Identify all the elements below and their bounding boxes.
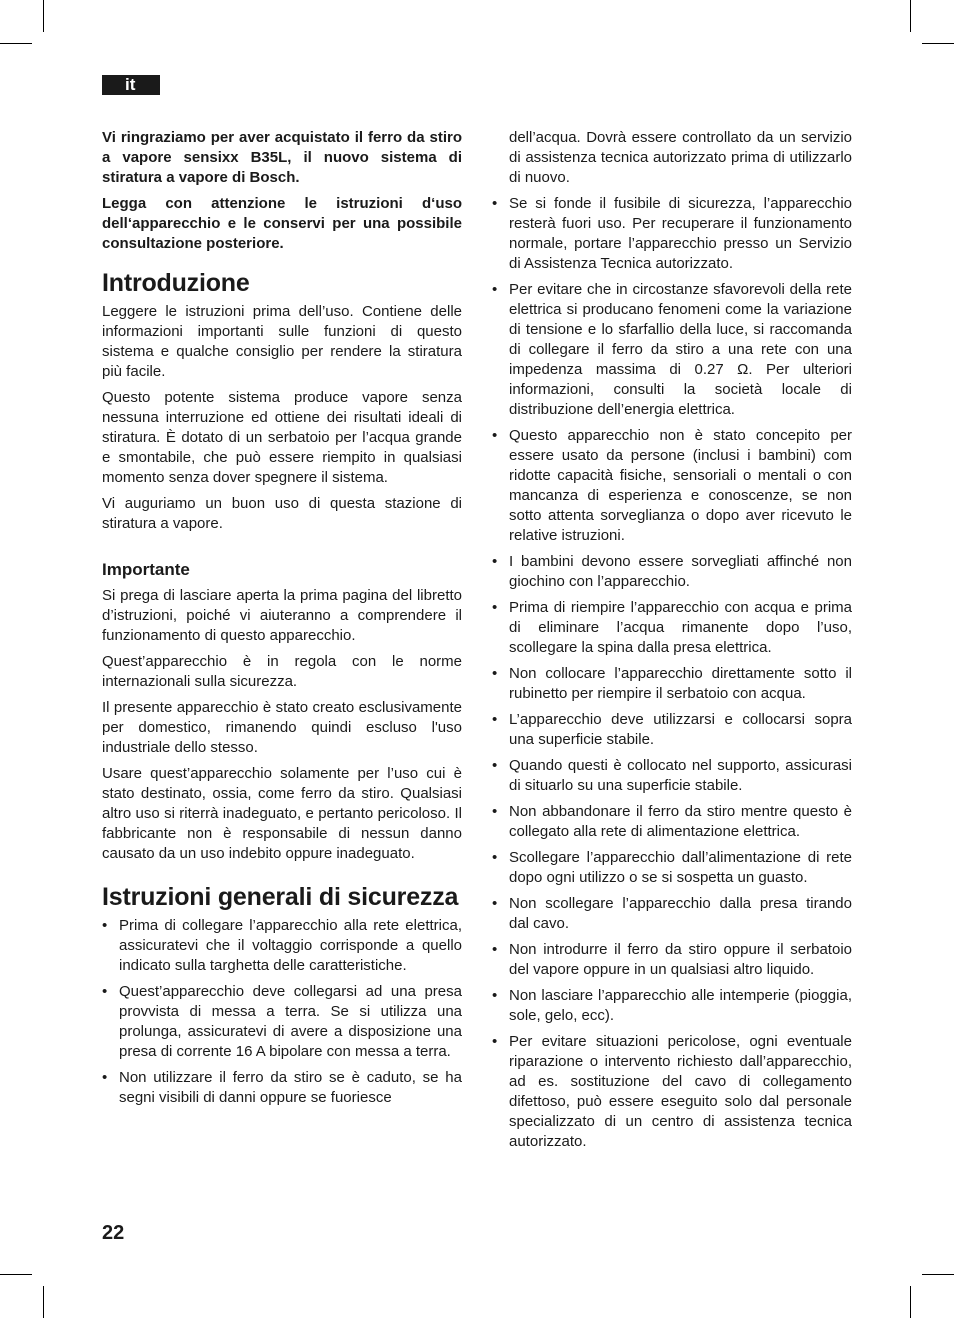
importante-paragraph: Il presente apparecchio è stato creato esclusivamente per domestico, rimanendo quindi escluso l'uso industriale dello stesso. xyxy=(102,699,462,756)
bullet-icon: • xyxy=(492,757,498,774)
safety-item: • Prima di riempire l’apparecchio con acqua e prima di eliminare l’acqua rimanente dopo l’uso, scollegare la spina dalla presa elettrica. xyxy=(492,599,852,656)
safety-item-continuation: dell’acqua. Dovrà essere controllato da un servizio di assistenza tecnica autorizzato prima di utilizzarlo di nuovo. xyxy=(509,129,852,186)
bullet-icon: • xyxy=(102,983,108,1000)
safety-item: • L’apparecchio deve utilizzarsi e collocarsi sopra una superficie stabile. xyxy=(492,711,852,748)
heading-importante: Importante xyxy=(102,560,190,579)
safety-item: • Non lasciare l’apparecchio alle intemperie (pioggia, sole, gelo, ecc). xyxy=(492,987,852,1024)
safety-list-left xyxy=(102,916,462,1108)
bullet-icon: • xyxy=(492,665,498,682)
crop-mark xyxy=(910,0,911,32)
heading-sicurezza: Istruzioni generali di sicurezza xyxy=(102,883,459,911)
safety-list-right xyxy=(492,194,852,1152)
bullet-icon: • xyxy=(102,1069,108,1086)
crop-mark xyxy=(43,0,44,32)
intro-thanks: Vi ringraziamo per aver acquistato il ferro da stiro a vapore sensixx B35L, il nuovo sistema di stiratura a vapore di Bosch. xyxy=(102,129,462,186)
right-column xyxy=(492,128,852,1158)
crop-mark xyxy=(922,43,954,44)
introduzione-paragraph: Vi auguriamo un buon uso di questa stazione di stiratura a vapore. xyxy=(102,495,462,532)
safety-item: • Per evitare situazioni pericolose, ogni eventuale riparazione o intervento richiesto dall’apparecchio, ad es. sostituzione del cavo di collegamento difettoso, può essere eseguito solo dal personale specializzato di un centro di assistenza tecnica autorizzato. xyxy=(492,1033,852,1150)
bullet-icon: • xyxy=(492,553,498,570)
importante-paragraph: Si prega di lasciare aperta la prima pagina del libretto d’istruzioni, poiché vi aiuteranno a comprendere il funzionamento di questo apparecchio. xyxy=(102,587,462,644)
safety-item: • Non abbandonare il ferro da stiro mentre questo è collegato alla rete di alimentazione elettrica. xyxy=(492,803,852,840)
crop-mark xyxy=(43,1286,44,1318)
crop-mark xyxy=(910,1286,911,1318)
bullet-icon: • xyxy=(492,711,498,728)
introduzione-paragraph: Leggere le istruzioni prima dell’uso. Contiene delle informazioni importanti sulle funzioni di questo sistema e qualche consiglio per rendere la stiratura più facile. xyxy=(102,303,462,380)
crop-mark xyxy=(922,1274,954,1275)
importante-paragraph: Usare quest’apparecchio solamente per l’uso cui è stato destinato, ossia, come ferro da stiro. Qualsiasi altro uso si riterrà inadeguato, e pertanto pericoloso. Il fabbricante non è responsabile di nessun danno causato da un uso indebito oppure inadeguato. xyxy=(102,765,462,862)
safety-item: • Per evitare che in circostanze sfavorevoli della rete elettrica si producano fenomeni come la variazione di tensione e lo sfarfallio della luce, si raccomanda di collegare il ferro da stiro a una rete con una impedenza massima di 0.27 Ω. Per ulteriori informazioni, consulti la società locale di distribuzione dell’energia elettrica. xyxy=(492,281,852,418)
safety-item: • Non collocare l’apparecchio direttamente sotto il rubinetto per riempire il serbatoio con acqua. xyxy=(492,665,852,702)
safety-item: • Non scollegare l’apparecchio dalla presa tirando dal cavo. xyxy=(492,895,852,932)
safety-item: • Non utilizzare il ferro da stiro se è caduto, se ha segni visibili di danni oppure se fuoriesce xyxy=(102,1069,462,1106)
bullet-icon: • xyxy=(492,281,498,298)
heading-introduzione: Introduzione xyxy=(102,269,250,297)
bullet-icon: • xyxy=(102,917,108,934)
importante-paragraph: Quest’apparecchio è in regola con le norme internazionali sulla sicurezza. xyxy=(102,653,462,690)
safety-item: • Questo apparecchio non è stato concepito per essere usato da persone (inclusi i bambini) com ridotte capacità fisiche, sensoriali o mentali o con mancanza di esperienza e conoscenze, se non sotto attenta sorveglianza o dopo aver ricevuto le relative istruzioni. xyxy=(492,427,852,544)
bullet-icon: • xyxy=(492,195,498,212)
bullet-icon: • xyxy=(492,987,498,1004)
intro-read-instructions: Legga con attenzione le istruzioni d‘uso dell‘apparecchio e le conservi per una possibile consultazione posteriore. xyxy=(102,195,462,252)
bullet-icon: • xyxy=(492,1033,498,1050)
safety-item: • I bambini devono essere sorvegliati affinché non giochino con l’apparecchio. xyxy=(492,553,852,590)
bullet-icon: • xyxy=(492,427,498,444)
bullet-icon: • xyxy=(492,599,498,616)
safety-item: • Quando questi è collocato nel supporto, assicurasi di situarlo su una superficie stabile. xyxy=(492,757,852,794)
safety-item: • Prima di collegare l’apparecchio alla rete elettrica, assicuratevi che il voltaggio corrisponde a quello indicato sulla targhetta delle caratteristiche. xyxy=(102,917,462,974)
safety-item: • Non introdurre il ferro da stiro oppure il serbatoio del vapore oppure in un qualsiasi altro liquido. xyxy=(492,941,852,978)
safety-item: • Scollegare l’apparecchio dall’alimentazione di rete dopo ogni utilizzo o se si sospetta un guasto. xyxy=(492,849,852,886)
crop-mark xyxy=(0,1274,32,1275)
language-tab: it xyxy=(102,75,160,95)
crop-mark xyxy=(0,43,32,44)
page-number: 22 xyxy=(102,1222,125,1244)
safety-item: • Se si fonde il fusibile di sicurezza, l’apparecchio resterà fuori uso. Per recuperare il funzionamento normale, portare l’apparecchio presso un Servizio di Assistenza Tecnica autorizzato. xyxy=(492,195,852,272)
introduzione-paragraph: Questo potente sistema produce vapore senza nessuna interruzione ed ottiene dei risultati ideali di stiratura. È dotato di un serbatoio per l’acqua grande e smontabile, che può essere riempito in qualsiasi momento senza dover spegnere il sistema. xyxy=(102,389,462,486)
bullet-icon: • xyxy=(492,941,498,958)
bullet-icon: • xyxy=(492,895,498,912)
bullet-icon: • xyxy=(492,849,498,866)
bullet-icon: • xyxy=(492,803,498,820)
safety-item: • Quest’apparecchio deve collegarsi ad una presa provvista di messa a terra. Se si utilizza una prolunga, assicuratevi di avere a disposizione una presa di corrente 16 A bipolare con messa a terra. xyxy=(102,983,462,1060)
left-column xyxy=(102,128,462,1114)
